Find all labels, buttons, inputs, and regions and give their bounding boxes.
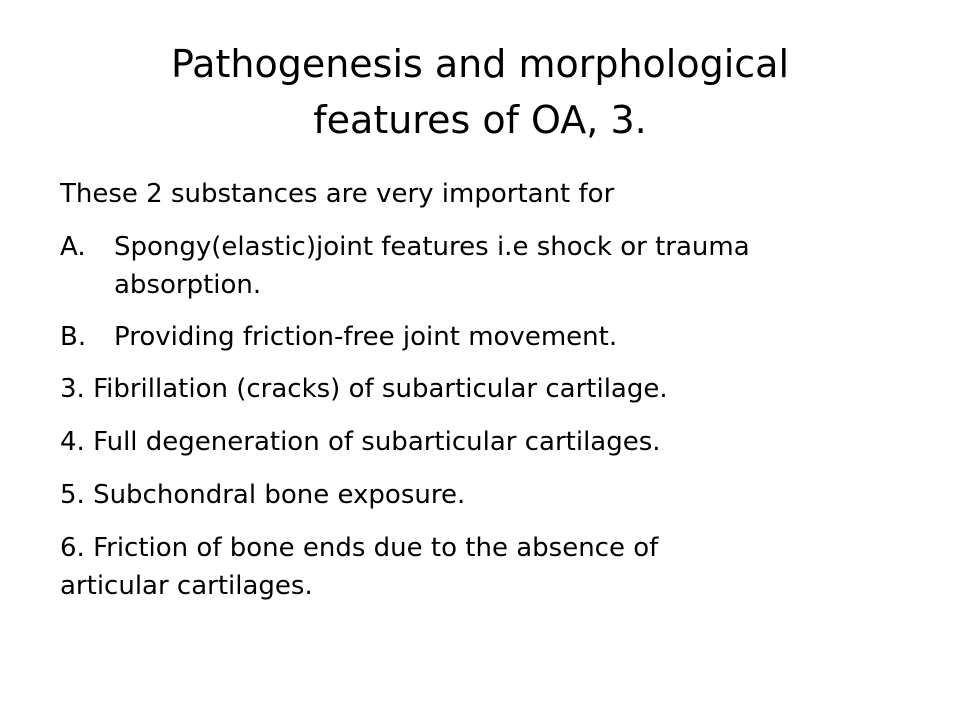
numbered-item-3 — [60, 370, 910, 408]
lettered-item-marker: B. — [60, 322, 87, 352]
numbered-item-line: 5. Subchondral bone exposure. — [60, 480, 466, 510]
numbered-item-line: 6. Friction of bone ends due to the absence of — [60, 533, 659, 563]
lettered-item-text — [114, 318, 910, 356]
numbered-item-5 — [60, 476, 910, 514]
lettered-item-b — [60, 318, 910, 356]
intro-paragraph — [60, 175, 910, 213]
lettered-item-a — [60, 228, 910, 304]
intro-text: These 2 substances are very important for — [60, 179, 615, 209]
slide-title — [60, 36, 900, 148]
lettered-item-text — [114, 228, 910, 304]
slide-title-line-1: Pathogenesis and morphological — [170, 42, 790, 86]
numbered-item-4 — [60, 423, 910, 461]
lettered-item-line: Providing friction-free joint movement. — [114, 322, 618, 352]
numbered-item-line: 3. Fibrillation (cracks) of subarticular cartilage. — [60, 374, 668, 404]
numbered-item-line: 4. Full degeneration of subarticular cartilages. — [60, 427, 661, 457]
lettered-item-line: Spongy(elastic)joint features i.e shock or trauma — [114, 232, 750, 262]
lettered-item-marker: A. — [60, 232, 86, 262]
slide-body — [60, 175, 910, 620]
slide-title-line-2: features of OA, 3. — [313, 98, 647, 142]
lettered-item-line: absorption. — [114, 270, 262, 300]
numbered-item-6 — [60, 529, 910, 605]
numbered-item-line: articular cartilages. — [60, 571, 313, 601]
